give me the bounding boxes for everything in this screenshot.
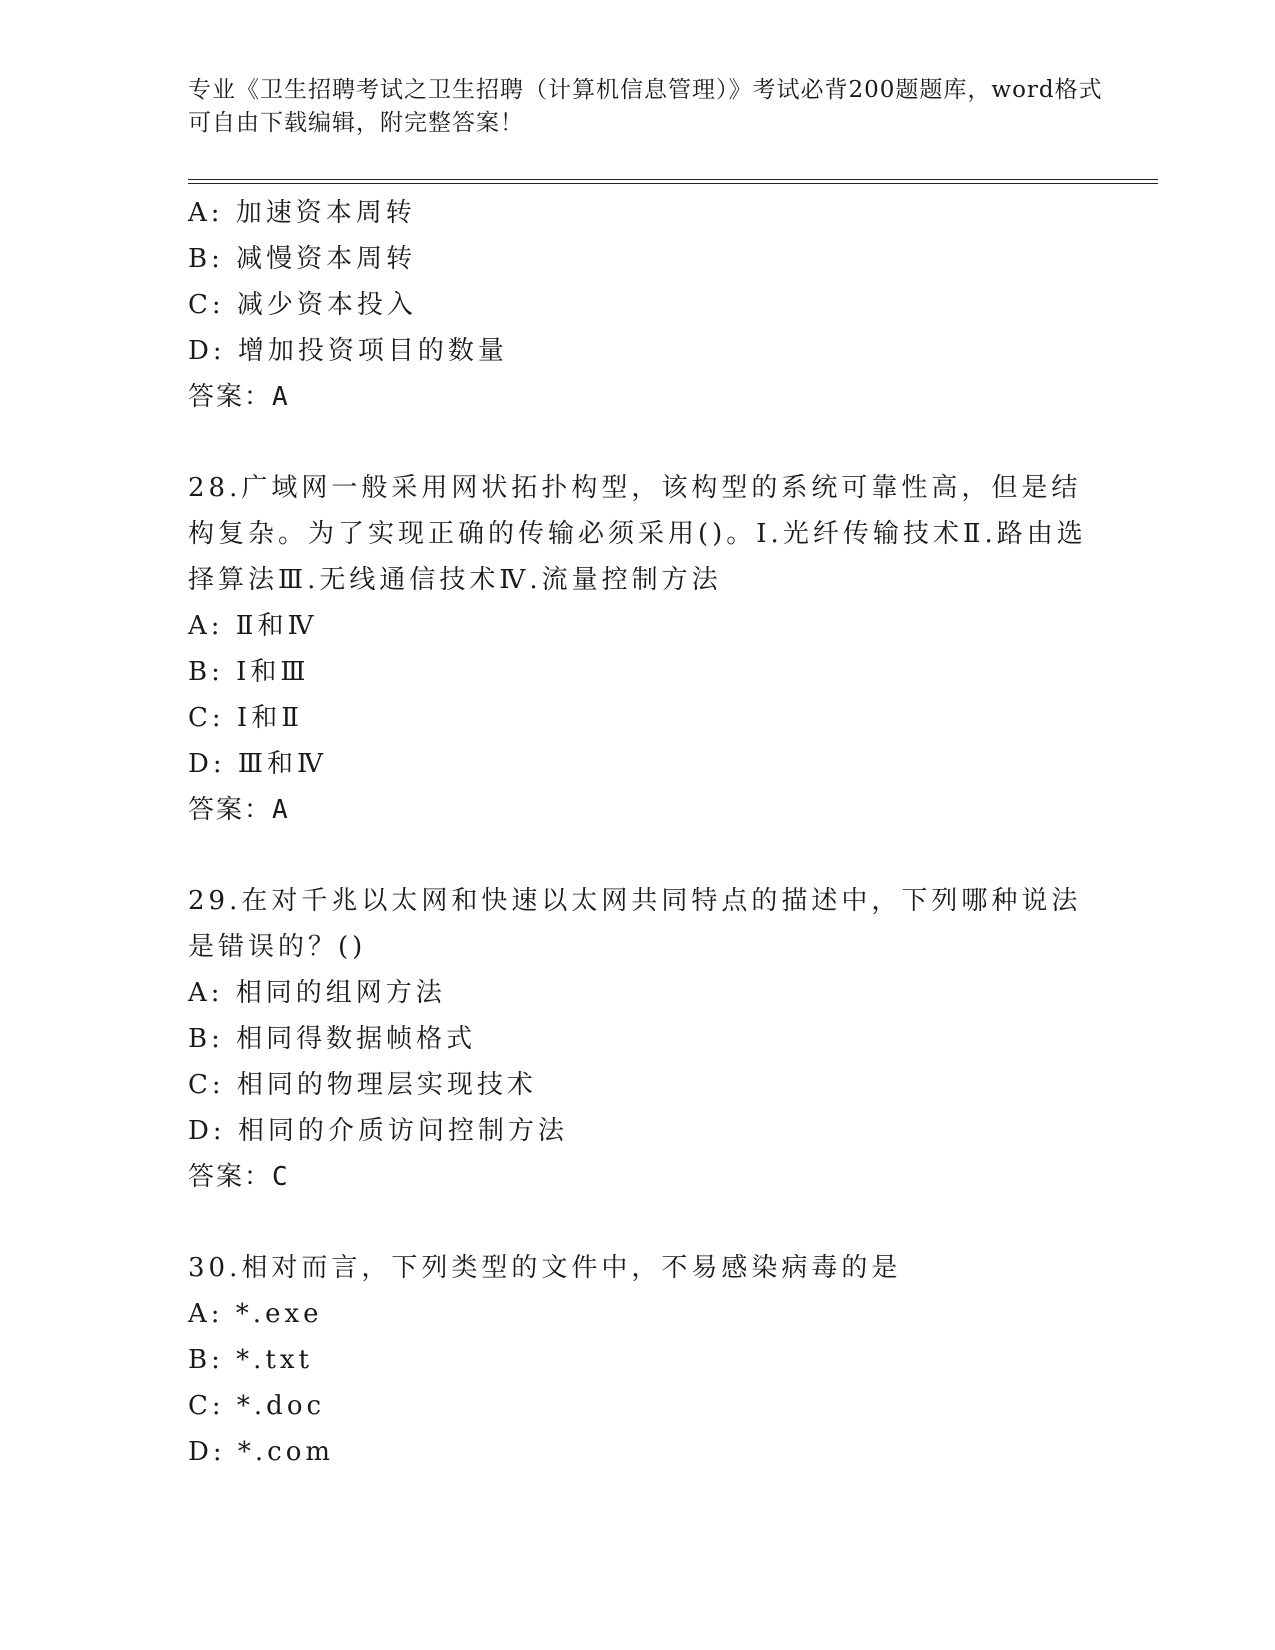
answer-line: 答案：C <box>188 1162 290 1192</box>
question-28-block <box>188 465 1088 833</box>
question-stem: 29.在对千兆以太网和快速以太网共同特点的描述中，下列哪种说法是错误的？() <box>188 886 1082 962</box>
option-a: A: 相同的组网方法 <box>188 978 446 1008</box>
question-content <box>188 190 1088 1475</box>
question-29-block <box>188 878 1088 1200</box>
answer-line: 答案：A <box>188 382 290 412</box>
option-a: A: Ⅱ和Ⅳ <box>188 611 318 641</box>
option-d: D: Ⅲ和Ⅳ <box>188 749 327 779</box>
header-rule-top <box>188 179 1158 180</box>
option-b: B: 减慢资本周转 <box>188 244 417 274</box>
option-b: B: Ⅰ和Ⅲ <box>188 657 310 687</box>
header-rule-bottom <box>188 183 1158 184</box>
option-b: B: *.txt <box>188 1345 313 1375</box>
option-c: C: 减少资本投入 <box>188 290 417 320</box>
option-b: B: 相同得数据帧格式 <box>188 1024 477 1054</box>
option-d: D: 增加投资项目的数量 <box>188 336 508 366</box>
answer-line: 答案：A <box>188 795 290 825</box>
option-c: C: Ⅰ和Ⅱ <box>188 703 303 733</box>
option-a: A: *.exe <box>188 1299 323 1329</box>
option-d: D: 相同的介质访问控制方法 <box>188 1116 568 1146</box>
question-stem: 30.相对而言，下列类型的文件中，不易感染病毒的是 <box>188 1253 902 1283</box>
question-27-block <box>188 190 1088 420</box>
question-stem: 28.广域网一般采用网状拓扑构型，该构型的系统可靠性高，但是结构复杂。为了实现正确的传输必须采用()。Ⅰ.光纤传输技术Ⅱ.路由选择算法Ⅲ.无线通信技术Ⅳ.流量控制方法 <box>188 473 1087 595</box>
option-d: D: *.com <box>188 1437 335 1467</box>
question-30-block <box>188 1245 1088 1475</box>
option-c: C: 相同的物理层实现技术 <box>188 1070 537 1100</box>
option-a: A: 加速资本周转 <box>188 198 416 228</box>
option-c: C: *.doc <box>188 1391 326 1421</box>
document-header: 专业《卫生招聘考试之卫生招聘（计算机信息管理）》考试必背200题题库，word格式可自由下载编辑，附完整答案！ <box>188 77 1103 136</box>
